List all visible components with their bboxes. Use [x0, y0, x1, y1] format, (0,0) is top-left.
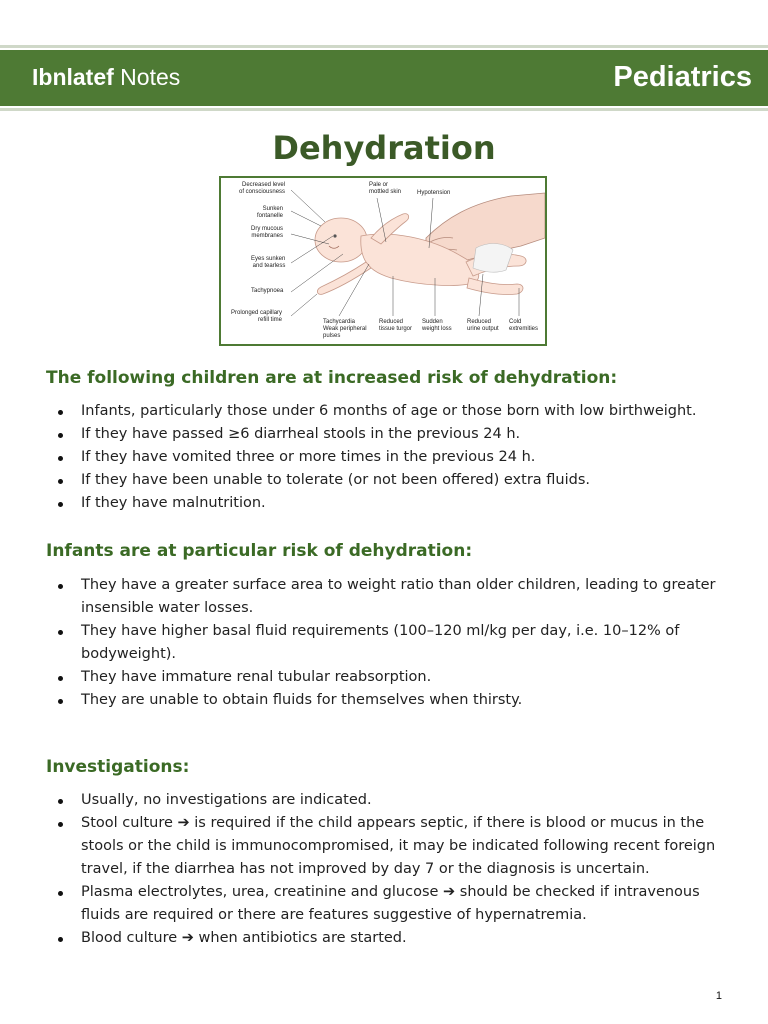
label-urine: Reduced urine output [467, 319, 499, 332]
label-hypotension: Hypotension [417, 190, 451, 196]
page-title: Dehydration [272, 129, 496, 167]
section-heading-investigations: Investigations: [46, 757, 190, 777]
label-tachycardia: Tachycardia Weak peripheral pulses [323, 319, 367, 339]
dehydration-figure [219, 176, 547, 346]
brand-main: Ibnlatef [32, 64, 114, 90]
bullet-icon [58, 502, 63, 507]
bullet-icon [58, 937, 63, 942]
header-band [0, 50, 768, 106]
list-item: They have higher basal fluid requirements (100–120 ml/kg per day, i.e. 10–12% of bodyweight). [56, 620, 726, 666]
list-item: They are unable to obtain fluids for themselves when thirsty. [56, 689, 726, 712]
bullet-icon [58, 584, 63, 589]
infants-list [56, 574, 726, 712]
label-tachypnoea: Tachypnoea [251, 288, 284, 294]
list-item: Infants, particularly those under 6 months of age or those born with low birthweight. [56, 400, 726, 423]
bullet-icon [58, 891, 63, 896]
investigations-list [56, 789, 726, 950]
page-number: 1 [715, 990, 722, 1002]
risk-list [56, 400, 726, 515]
bullet-icon [58, 676, 63, 681]
brand-title [32, 62, 180, 92]
subject-title: Pediatrics [613, 61, 752, 93]
list-item: Stool culture ➔ is required if the child appears septic, if there is blood or mucus in the stools or the child is immunocompromised, it may be indicated following recent foreign travel, if the diarrhea has not improved by day 7 or the diagnosis is uncertain. [56, 812, 726, 881]
header-bottom-rule [0, 108, 768, 111]
section-heading-risk: The following children are at increased risk of dehydration: [46, 368, 618, 388]
bullet-icon [58, 410, 63, 415]
label-fontanelle: Sunken fontanelle [257, 206, 284, 219]
list-item: If they have been unable to tolerate (or not been offered) extra fluids. [56, 469, 726, 492]
arrow-right-icon: ➔ [177, 815, 190, 831]
list-item: They have a greater surface area to weight ratio than older children, leading to greater insensible water losses. [56, 574, 726, 620]
list-item: They have immature renal tubular reabsorption. [56, 666, 726, 689]
bullet-icon [58, 479, 63, 484]
list-item: If they have passed ≥6 diarrheal stools in the previous 24 h. [56, 423, 726, 446]
list-item: If they have vomited three or more times in the previous 24 h. [56, 446, 726, 469]
list-item: If they have malnutrition. [56, 492, 726, 515]
label-weight: Sudden weight loss [422, 319, 452, 332]
bullet-icon [58, 433, 63, 438]
label-mucous: Dry mucous membranes [251, 226, 284, 239]
list-item: Blood culture ➔ when antibiotics are started. [56, 927, 726, 950]
bullet-icon [58, 699, 63, 704]
arrow-right-icon: ➔ [443, 884, 456, 900]
bullet-icon [58, 456, 63, 461]
header-top-rule [0, 45, 768, 48]
label-consciousness: Decreased level of consciousness [239, 182, 286, 195]
arrow-right-icon: ➔ [181, 930, 194, 946]
section-heading-infants: Infants are at particular risk of dehydration: [46, 541, 473, 561]
label-skin: Pale or mottled skin [369, 182, 402, 195]
bullet-icon [58, 630, 63, 635]
list-item: Plasma electrolytes, urea, creatinine and glucose ➔ should be checked if intravenous fluids are required or there are features suggestive of hypernatremia. [56, 881, 726, 927]
label-turgor: Reduced tissue turgor [379, 319, 413, 332]
bullet-icon [58, 822, 63, 827]
bullet-icon [58, 799, 63, 804]
list-item: Usually, no investigations are indicated. [56, 789, 726, 812]
label-capillary: Prolonged capillary refill time [231, 310, 283, 323]
label-eyes: Eyes sunken and tearless [251, 256, 286, 269]
label-extremities: Cold extremities [509, 319, 539, 332]
brand-sub: Notes [113, 64, 181, 90]
